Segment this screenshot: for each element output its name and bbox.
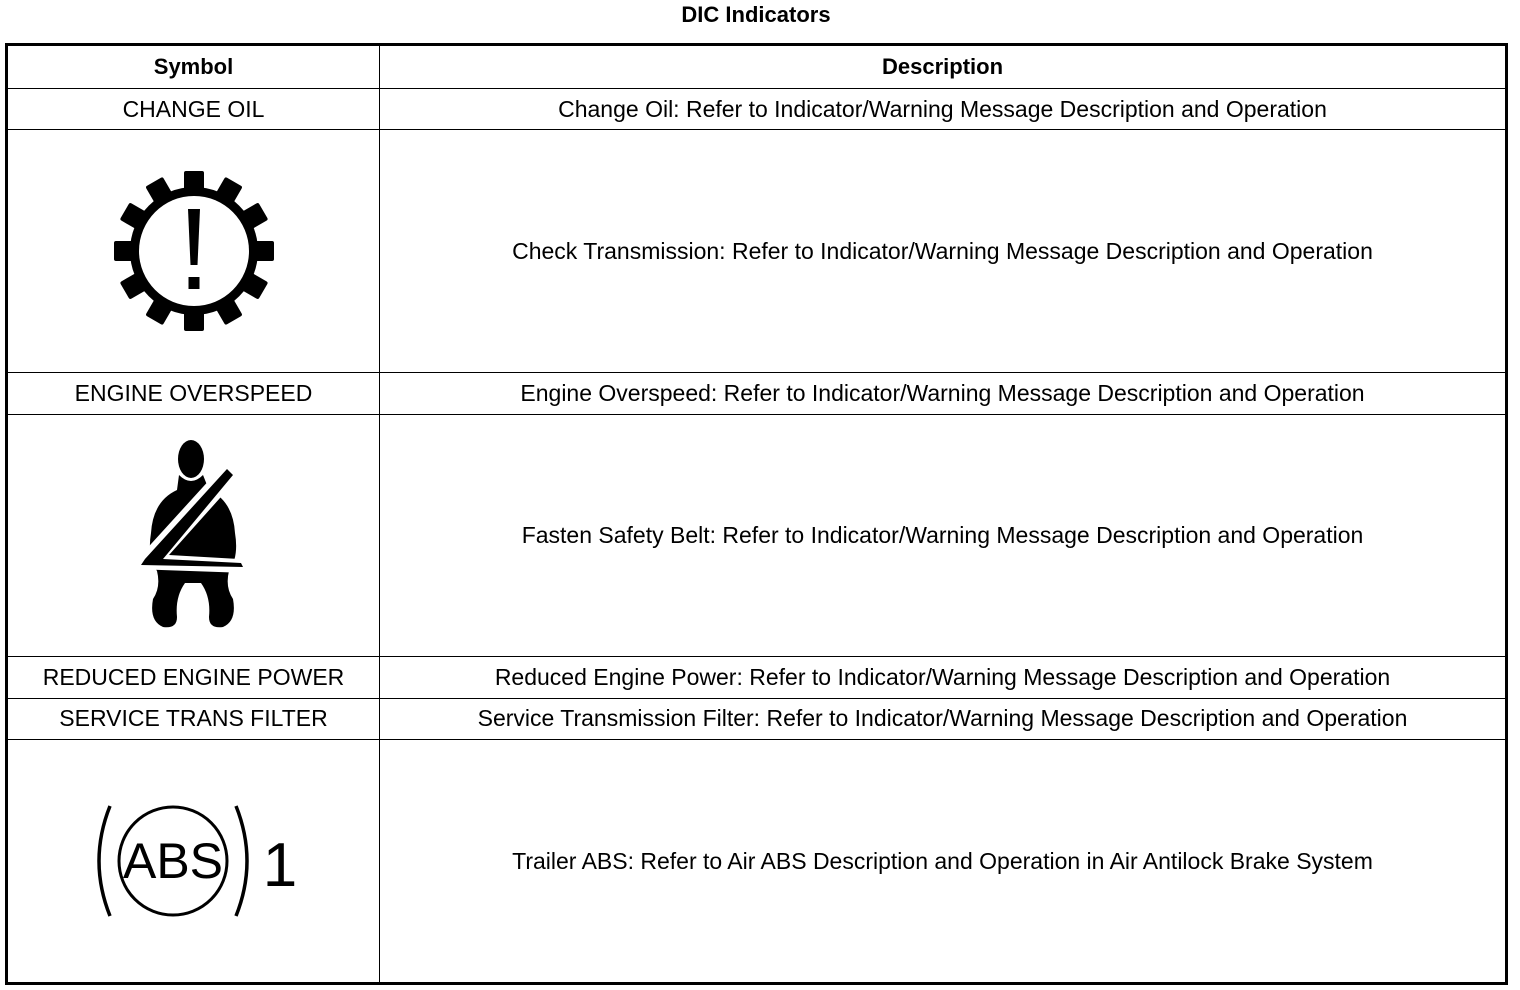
- description-cell: Trailer ABS: Refer to Air ABS Description and Operation in Air Antilock Brake System: [380, 740, 1507, 984]
- page-title: DIC Indicators: [681, 2, 831, 27]
- symbol-cell: REDUCED ENGINE POWER: [7, 657, 380, 698]
- symbol-cell: SERVICE TRANS FILTER: [7, 698, 380, 739]
- abs-suffix: 1: [262, 831, 297, 901]
- table-row: [7, 89, 1507, 130]
- description-cell: Reduced Engine Power: Refer to Indicator/Warning Message Description and Operation: [380, 657, 1507, 698]
- symbol-cell: [7, 414, 380, 657]
- symbol-cell: [7, 130, 380, 373]
- description-cell: Engine Overspeed: Refer to Indicator/Warning Message Description and Operation: [380, 373, 1507, 414]
- table-row: [7, 414, 1507, 657]
- symbol-cell: ENGINE OVERSPEED: [7, 373, 380, 414]
- table-row: [7, 740, 1507, 984]
- table-row: [7, 698, 1507, 739]
- description-cell: Check Transmission: Refer to Indicator/Warning Message Description and Operation: [380, 130, 1507, 373]
- table-header-row: [7, 45, 1507, 89]
- table-row: [7, 130, 1507, 373]
- table-row: [7, 657, 1507, 698]
- trailer-abs-icon: [84, 796, 304, 926]
- description-cell: Service Transmission Filter: Refer to Indicator/Warning Message Description and Operation: [380, 698, 1507, 739]
- description-cell: Change Oil: Refer to Indicator/Warning Message Description and Operation: [380, 89, 1507, 130]
- abs-label: ABS: [122, 833, 223, 890]
- description-cell: Fasten Safety Belt: Refer to Indicator/Warning Message Description and Operation: [380, 414, 1507, 657]
- table-row: [7, 373, 1507, 414]
- check-transmission-icon: [114, 171, 274, 331]
- symbol-cell: CHANGE OIL: [7, 89, 380, 130]
- column-header-description: Description: [380, 45, 1507, 89]
- symbol-cell: [7, 740, 380, 984]
- dic-indicators-table: [5, 43, 1508, 985]
- seat-belt-icon: [129, 435, 259, 635]
- column-header-symbol: Symbol: [7, 45, 380, 89]
